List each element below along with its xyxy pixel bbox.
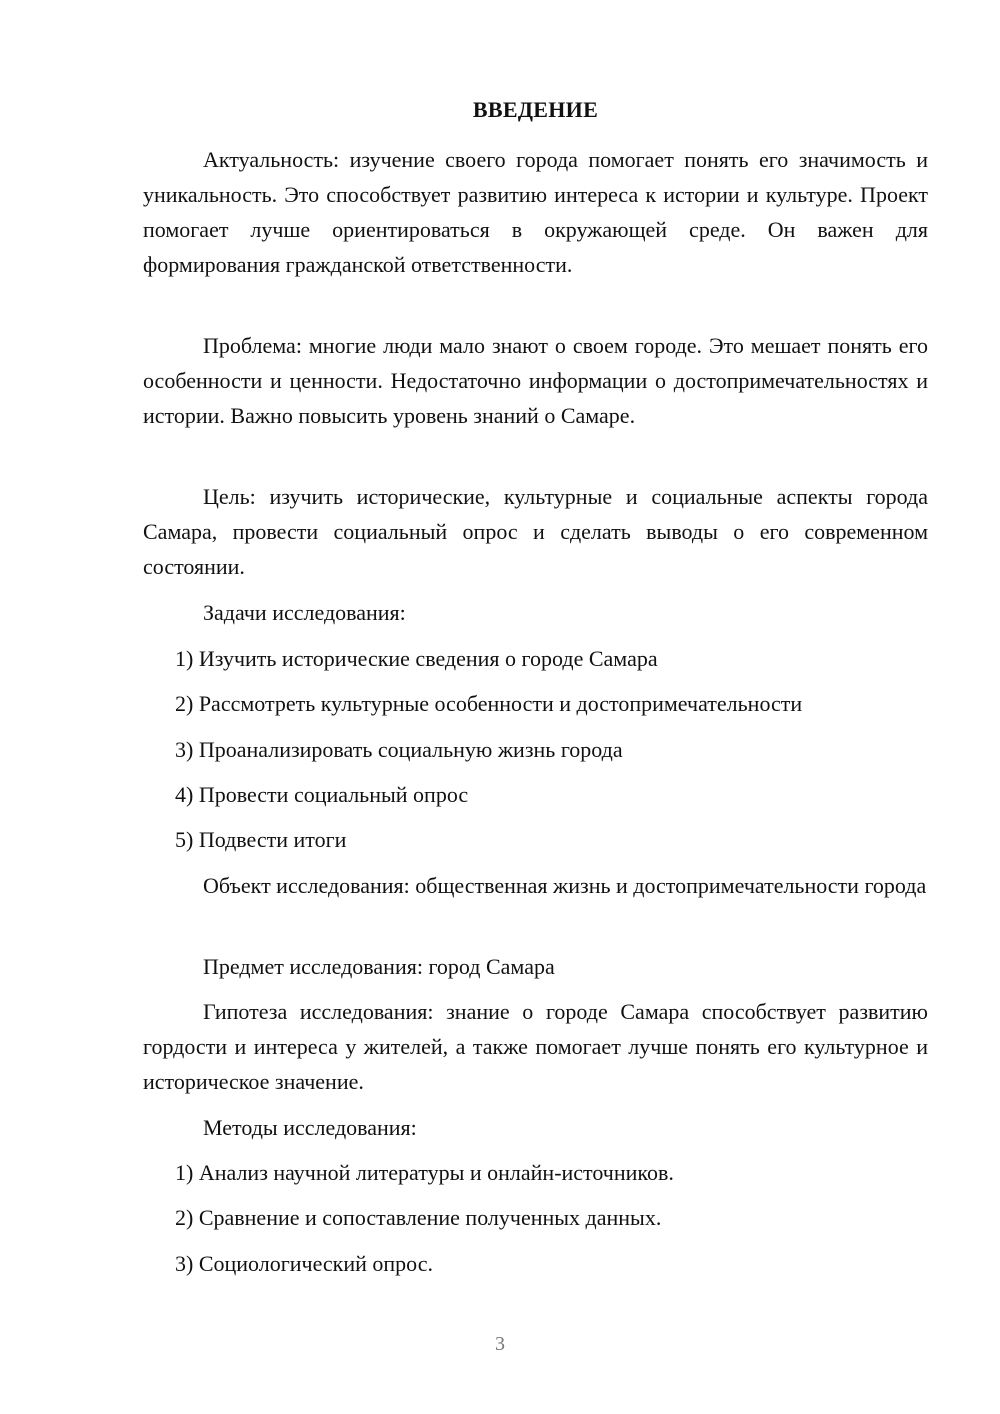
task-item: 4) Провести социальный опрос bbox=[175, 782, 469, 807]
section-heading: ВВЕДЕНИЕ bbox=[472, 97, 599, 122]
task-item: 1) Изучить исторические сведения о городе Самара bbox=[175, 646, 658, 671]
tasks-title: Задачи исследования: bbox=[203, 600, 406, 625]
goal-paragraph: Цель: изучить исторические, культурные и социальные аспекты города Самара, провести социальный опрос и сделать выводы о его современном состоянии. bbox=[143, 484, 928, 579]
task-item: 5) Подвести итоги bbox=[175, 827, 347, 852]
page-number: 3 bbox=[495, 1333, 505, 1355]
subject-line: Предмет исследования: город Самара bbox=[203, 954, 555, 979]
method-item: 3) Социологический опрос. bbox=[175, 1251, 433, 1276]
problem-paragraph: Проблема: многие люди мало знают о своем городе. Это мешает понять его особенности и ценности. Недостаточно информации о достопримечательностях и истории. Важно повысить уровень знаний о Самаре. bbox=[143, 333, 928, 428]
method-item: 1) Анализ научной литературы и онлайн-источников. bbox=[175, 1160, 674, 1185]
relevance-paragraph: Актуальность: изучение своего города помогает понять его значимость и уникальность. Это способствует развитию интереса к истории и культуре. Проект помогает лучше ориентироваться в окружающей среде. Он важен для формирования гражданской ответственности. bbox=[143, 147, 928, 277]
methods-title: Методы исследования: bbox=[203, 1115, 417, 1140]
object-paragraph: Объект исследования: общественная жизнь и достопримечательности города bbox=[203, 873, 927, 898]
task-item: 3) Проанализировать социальную жизнь города bbox=[175, 737, 623, 762]
task-item: 2) Рассмотреть культурные особенности и достопримечательности bbox=[175, 691, 803, 716]
hypothesis-paragraph: Гипотеза исследования: знание о городе Самара способствует развитию гордости и интереса у жителей, а также помогает лучше понять его культурное и историческое значение. bbox=[143, 999, 928, 1094]
document-page bbox=[143, 0, 928, 1414]
method-item: 2) Сравнение и сопоставление полученных данных. bbox=[175, 1205, 662, 1230]
